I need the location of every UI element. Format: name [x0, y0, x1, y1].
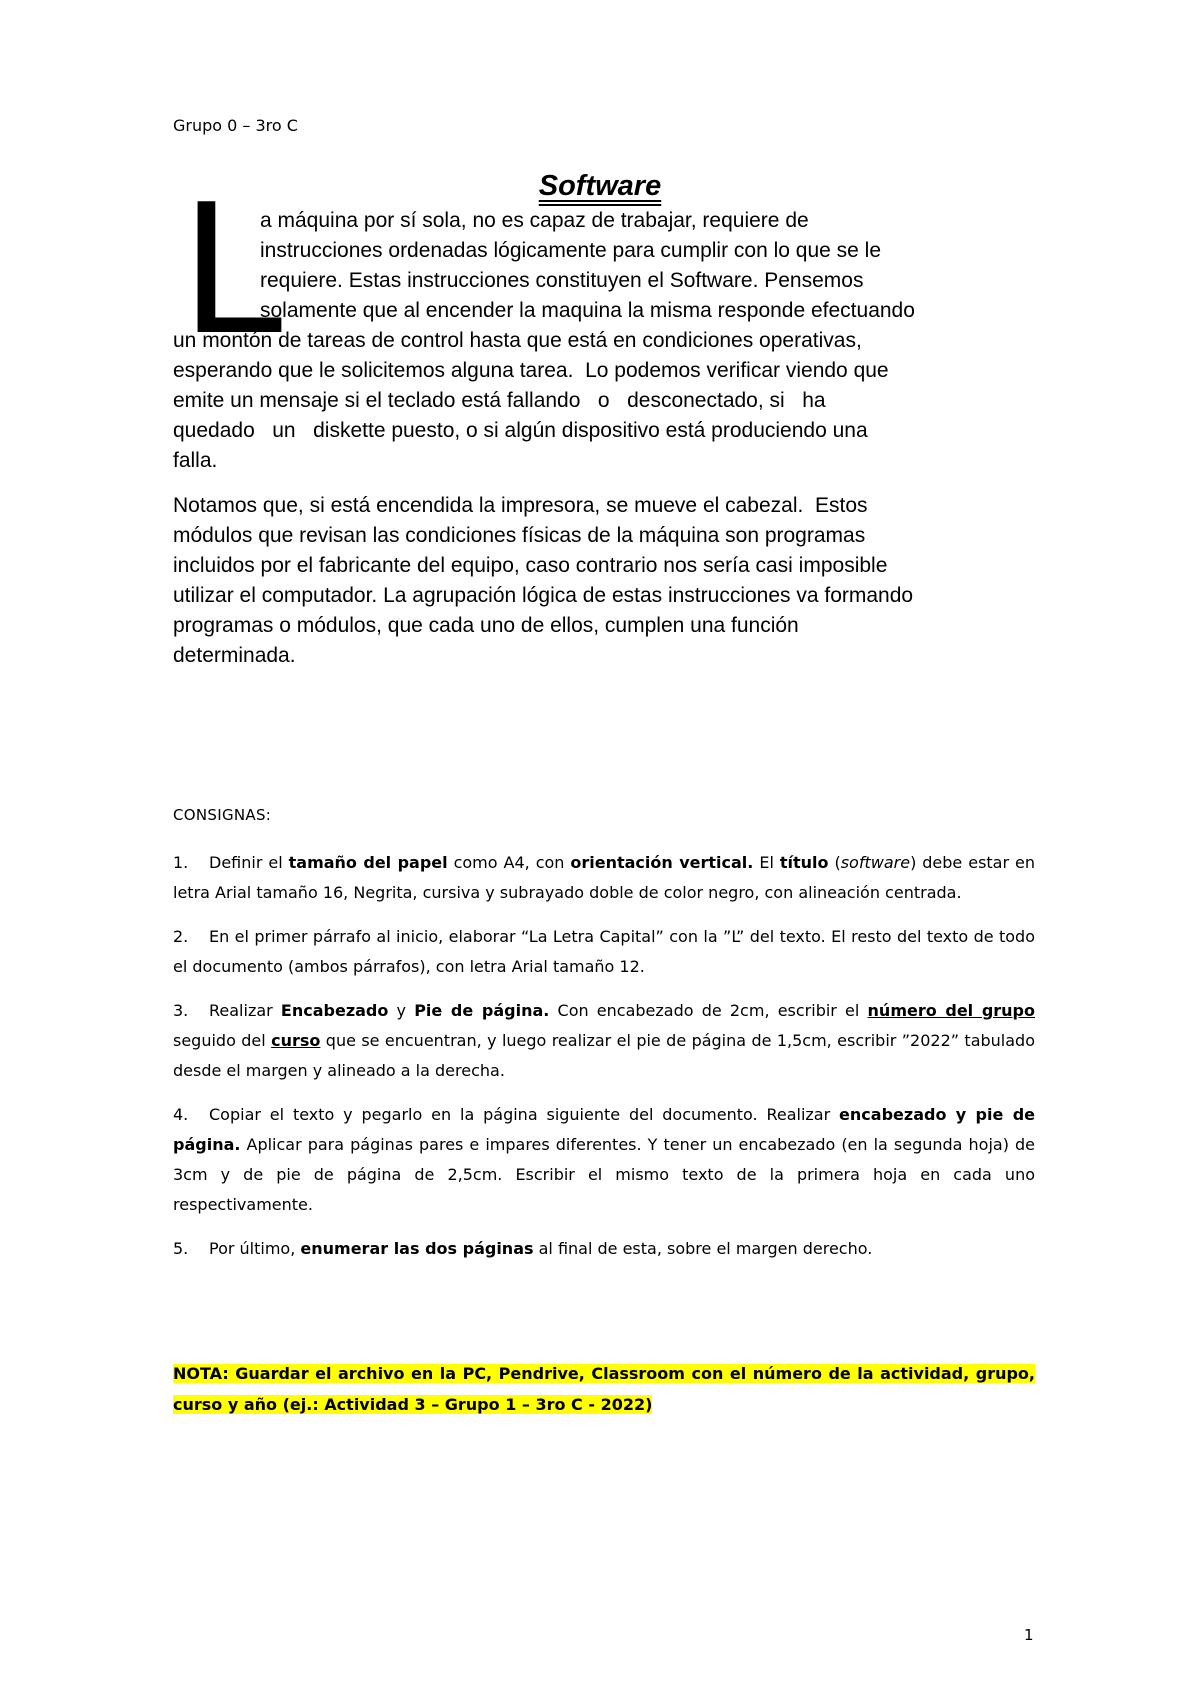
paragraph2-line: programas o módulos, que cada uno de ellos, cumplen una función [173, 614, 799, 637]
nota-block [173, 1358, 1035, 1420]
consigna-text: y [388, 1001, 415, 1020]
nota-text: NOTA: Guardar el archivo en la PC, Pendrive, Classroom con el número de la actividad, grupo, curso y año (ej.: Actividad 3 – Grupo 1 – 3ro C - 2022) [173, 1364, 1035, 1414]
consigna-text: orientación vertical. [570, 853, 754, 872]
paragraph1-line: instrucciones ordenadas lógicamente para cumplir con lo que se le [260, 239, 882, 262]
consigna-text: Aplicar para páginas pares e impares diferentes. Y tener un encabezado (en la segunda hoja) de 3cm y de pie de página de 2,5cm. Escribir el mismo texto de la primera hoja en cada uno respectivamente. [173, 1135, 1035, 1214]
consigna-text: Por último, [209, 1239, 301, 1258]
consigna-number: 4. [173, 1105, 189, 1124]
paragraph2-line: Notamos que, si está encendida la impresora, se mueve el cabezal. Estos [173, 494, 868, 517]
consigna-text: seguido del [173, 1031, 272, 1050]
paragraph1-line: quedado un diskette puesto, o si algún dispositivo está produciendo una [173, 419, 868, 442]
consigna-text: Definir el [209, 853, 289, 872]
paragraph2-line: módulos que revisan las condiciones físicas de la máquina son programas [173, 524, 866, 547]
consigna-item [173, 922, 1035, 982]
consigna-text: Realizar [209, 1001, 281, 1020]
consigna-text: al final de esta, sobre el margen derecho. [533, 1239, 873, 1258]
consigna-text: que se encuentran, y luego realizar el pie de página de 1,5cm, escribir ”2022” tabulado desde el margen y alineado a la derecha. [173, 1031, 1036, 1080]
consigna-text: Copiar el texto y pegarlo en la página siguiente del documento. Realizar [209, 1105, 840, 1124]
consignas-heading: CONSIGNAS: [173, 806, 272, 824]
consigna-number: 2. [173, 927, 189, 946]
page-number: 1 [1024, 1626, 1034, 1644]
consigna-text: ( [828, 853, 841, 872]
consigna-text: número del grupo [867, 1001, 1036, 1020]
consigna-number: 1. [173, 853, 189, 872]
consigna-text: curso [271, 1031, 321, 1050]
paragraph1-line: esperando que le solicitemos alguna tarea. Lo podemos verificar viendo que [173, 359, 889, 382]
paragraph1-line: emite un mensaje si el teclado está fallando o desconectado, si ha [173, 389, 826, 412]
consigna-item [173, 996, 1035, 1086]
consigna-text: tamaño del papel [288, 853, 448, 872]
consigna-text: enumerar las dos páginas [300, 1239, 534, 1258]
consigna-number: 3. [173, 1001, 189, 1020]
consigna-text: Pie de página. [414, 1001, 550, 1020]
consigna-text: como A4, con [447, 853, 571, 872]
page-header: Grupo 0 – 3ro C [173, 116, 298, 135]
consigna-text: ) debe estar en letra Arial tamaño 16, Negrita, cursiva y subrayado doble de color negro, con alineación centrada. [173, 853, 1036, 902]
paragraph2-line: utilizar el computador. La agrupación lógica de estas instrucciones va formando [173, 584, 914, 607]
consigna-item [173, 848, 1035, 908]
consigna-text: encabezado y pie de página. [173, 1105, 1035, 1154]
paragraph1-line: un montón de tareas de control hasta que está en condiciones operativas, [173, 329, 862, 352]
consigna-item [173, 1100, 1035, 1220]
consigna-text: Encabezado [280, 1001, 389, 1020]
drop-cap-letter: L [182, 161, 288, 373]
consigna-text: software [840, 853, 911, 872]
paragraph1-line: falla. [173, 449, 218, 472]
paragraph1-line: requiere. Estas instrucciones constituyen el Software. Pensemos [260, 269, 864, 292]
consignas-list [173, 848, 1035, 1278]
consigna-text: Con encabezado de 2cm, escribir el [549, 1001, 868, 1020]
consigna-text: título [779, 853, 829, 872]
paragraph2-line: incluidos por el fabricante del equipo, caso contrario nos sería casi imposible [173, 554, 888, 577]
paragraph2-line: determinada. [173, 644, 296, 667]
consigna-item [173, 1234, 1035, 1264]
consigna-text: El [753, 853, 780, 872]
consigna-text: En el primer párrafo al inicio, elaborar “La Letra Capital” con la ”L” del texto. El resto del texto de todo el documento (ambos párrafos), con letra Arial tamaño 12. [173, 927, 1035, 976]
document-title: Software [538, 170, 662, 202]
paragraph1-line: a máquina por sí sola, no es capaz de trabajar, requiere de [260, 209, 809, 232]
paragraph1-line: solamente que al encender la maquina la misma responde efectuando [260, 299, 915, 322]
consigna-number: 5. [173, 1239, 189, 1258]
